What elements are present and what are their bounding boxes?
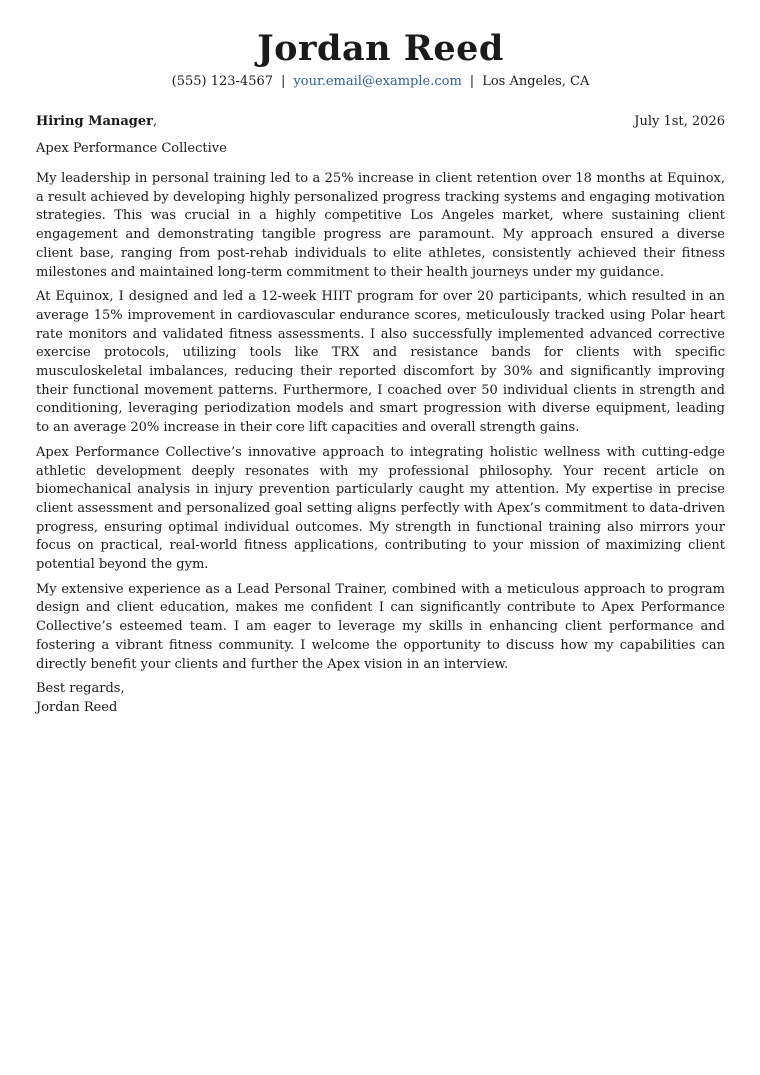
body-paragraph: At Equinox, I designed and led a 12-week HIIT program for over 20 participants, which resulted in an average 15% improvement in cardiovascular endurance scores, meticulously tracked using Polar heart rate monitors and validated fitness assessments. I also successfully implemented advanced corrective exercise protocols, utilizing tools like TRX and resistance bands for clients with specific musculoskeletal imbalances, reducing their reported discomfort by 30% and significantly improving their functional movement patterns. Furthermore, I coached over 50 individual clients in strength and conditioning, leveraging periodization models and smart progression with diverse equipment, leading to an average 20% increase in their core lift capacities and overall strength gains.	[36, 289, 725, 436]
recipient-line	[36, 113, 157, 131]
applicant-name: Jordan Reed	[257, 28, 504, 69]
closing-block	[36, 680, 725, 717]
contact-separator: |	[469, 74, 475, 89]
body-paragraph: My leadership in personal training led to a 25% increase in client retention over 18 months at Equinox, a result achieved by developing highly personalized progress tracking systems and engaging motivation strategies. This was crucial in a highly competitive Los Angeles market, where sustaining client engagement and demonstrating tangible progress are paramount. My approach ensured a diverse client base, ranging from post-rehab individuals to elite athletes, consistently achieved their fitness milestones and maintained long-term commitment to their health journeys under my guidance.	[36, 171, 725, 280]
letter-body	[36, 170, 725, 674]
recipient-label-suffix: ,	[152, 114, 158, 129]
contact-line	[36, 73, 725, 91]
phone-number: (555) 123-4567	[171, 74, 274, 89]
recipient-label: Hiring Manager	[36, 114, 153, 129]
signature-name: Jordan Reed	[36, 699, 118, 715]
recipient-company: Apex Performance Collective	[36, 141, 227, 156]
contact-separator: |	[281, 74, 286, 89]
email-link[interactable]: your.email@example.com	[293, 74, 462, 89]
letter-date: July 1st, 2026	[634, 114, 725, 129]
cover-letter-page	[36, 28, 725, 718]
closing-salutation: Best regards,	[36, 681, 125, 697]
body-paragraph: My extensive experience as a Lead Personal Trainer, combined with a meticulous approach to program design and client education, makes me confident I can significantly contribute to Apex Performance Collective’s esteemed team. I am eager to leverage my skills in enhancing client performance and fostering a vibrant fitness community. I welcome the opportunity to discuss how my capabilities can directly benefit your clients and further the Apex vision in an interview.	[36, 581, 725, 672]
body-paragraph: Apex Performance Collective’s innovative approach to integrating holistic wellness with cutting-edge athletic development deeply resonates with my professional philosophy. Your recent article on biomechanical analysis in injury prevention particularly caught my attention. My expertise in precise client assessment and personalized goal setting aligns perfectly with Apex’s commitment to data-driven progress, ensuring optimal individual outcomes. My strength in functional training also mirrors your focus on practical, real-world fitness applications, contributing to your mission of maximizing client potential beyond the gym.	[36, 444, 725, 573]
location: Los Angeles, CA	[482, 74, 590, 89]
recipient-date-row	[36, 113, 725, 131]
